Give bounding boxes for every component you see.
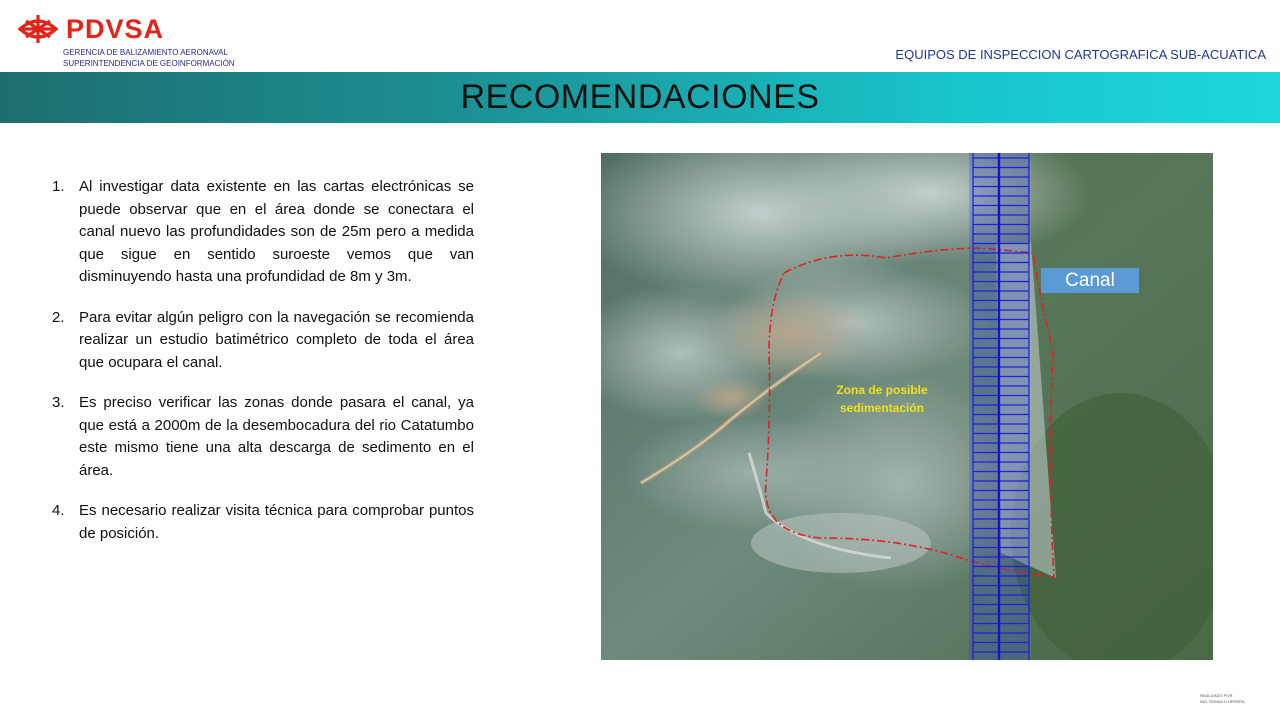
item-text: Es preciso verificar las zonas donde pasara el canal, ya que está a 2000m de la desembocadura del rio Catatumbo este mismo tiene una alta descarga de sedimento en el área. bbox=[79, 394, 474, 479]
sedimentation-zone-label bbox=[810, 381, 954, 417]
list-item bbox=[52, 392, 474, 482]
credit-line-2: ING. ROMULO HERERA bbox=[1200, 699, 1245, 704]
pdvsa-logo bbox=[16, 10, 186, 48]
department-line-1: GERENCIA DE BALIZAMIENTO AERONAVAL bbox=[63, 48, 228, 57]
item-text: Es necesario realizar visita técnica para comprobar puntos de posición. bbox=[79, 502, 474, 542]
zone-label-line-2: sedimentación bbox=[839, 401, 925, 415]
canal-label: Canal bbox=[1041, 268, 1139, 293]
recommendation-list bbox=[52, 176, 474, 563]
page-title: RECOMENDACIONES bbox=[460, 78, 820, 116]
item-number: 4. bbox=[52, 502, 65, 519]
project-title: EQUIPOS DE INSPECCION CARTOGRAFICA SUB-ACUATICA bbox=[895, 47, 1266, 62]
item-text: Al investigar data existente en las cartas electrónicas se puede observar que en el área donde se conectara el canal nuevo las profundidades son de 25m pero a medida que sigue en sentido suroeste vemos que van disminuyendo hasta una profundidad de 8m y 3m. bbox=[79, 178, 474, 285]
credit-line-1: REALIZADO POR bbox=[1200, 693, 1233, 698]
brand-name: PDVSA bbox=[66, 13, 165, 44]
list-item bbox=[52, 176, 474, 289]
department-block bbox=[63, 47, 235, 69]
zone-label-line-1: Zona de posible bbox=[836, 383, 928, 397]
item-number: 3. bbox=[52, 394, 65, 411]
pdvsa-sun-icon bbox=[16, 11, 60, 47]
author-credit bbox=[1200, 693, 1245, 705]
item-number: 2. bbox=[52, 308, 65, 326]
department-line-2: SUPERINTENDENCIA DE GEOINFORMACIÓN bbox=[63, 59, 235, 68]
item-number: 1. bbox=[52, 178, 65, 195]
canal-grid bbox=[969, 153, 1029, 660]
item-text: Para evitar algún peligro con la navegación se recomienda realizar un estudio batimétrico completo de toda el área que ocupara el canal. bbox=[79, 308, 474, 371]
list-item bbox=[52, 307, 474, 375]
list-item bbox=[52, 500, 474, 545]
